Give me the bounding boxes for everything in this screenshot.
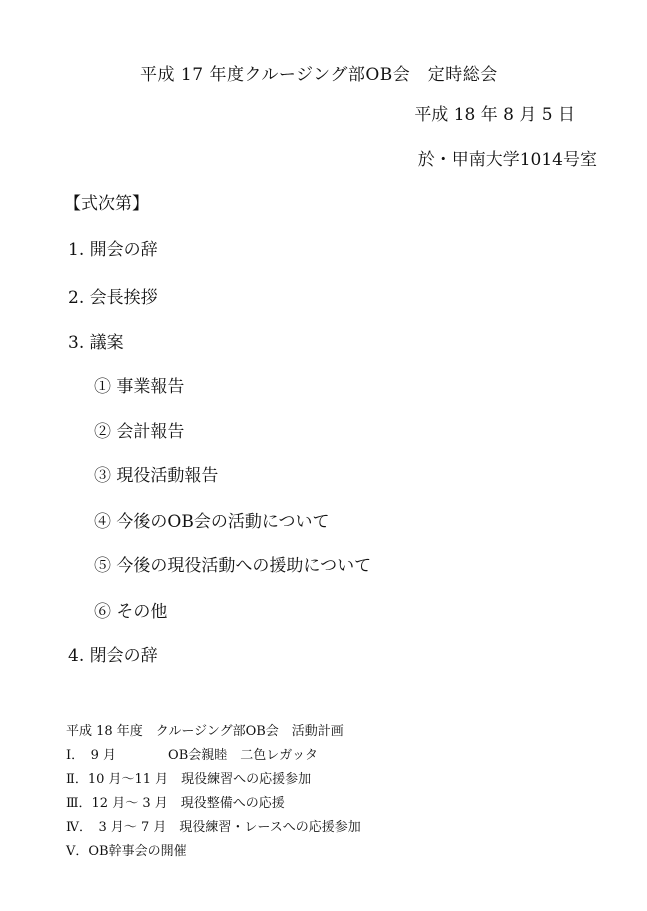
- agenda-item-opening: 1. 開会の辞: [68, 240, 158, 260]
- meeting-venue: 於・甲南大学1014号室: [417, 150, 597, 170]
- agenda-item-greeting: 2. 会長挨拶: [68, 288, 158, 308]
- document-title: 平成 17 年度クルージング部OB会 定時総会: [140, 65, 498, 85]
- activity-plan-title: 平成 18 年度 クルージング部OB会 活動計画: [66, 724, 344, 739]
- plan-row-3: Ⅲ．12 月～ 3 月 現役整備への応援: [66, 796, 285, 811]
- proposal-item-financial-report: ② 会計報告: [94, 422, 185, 442]
- proposal-item-other: ⑥ その他: [94, 602, 168, 622]
- proposal-item-business-report: ① 事業報告: [94, 377, 185, 397]
- proposal-item-future-ob: ④ 今後のOB会の活動について: [94, 512, 330, 532]
- proposal-item-future-support: ⑤ 今後の現役活動への援助について: [94, 556, 372, 576]
- plan-row-5: Ⅴ．OB幹事会の開催: [66, 844, 187, 859]
- plan-row-2: Ⅱ．10 月～11 月 現役練習への応援参加: [66, 772, 312, 787]
- proposal-item-activity-report: ③ 現役活動報告: [94, 466, 219, 486]
- agenda-item-proposals: 3. 議案: [68, 333, 124, 353]
- meeting-date: 平成 18 年 8 月 5 日: [414, 105, 575, 125]
- agenda-heading: 【式次第】: [64, 194, 149, 214]
- agenda-item-closing: 4. 閉会の辞: [68, 646, 158, 666]
- plan-row-4: Ⅳ． 3 月～ 7 月 現役練習・レースへの応援参加: [66, 820, 361, 835]
- plan-row-1: Ⅰ． 9 月 OB会親睦 二色レガッタ: [66, 748, 318, 763]
